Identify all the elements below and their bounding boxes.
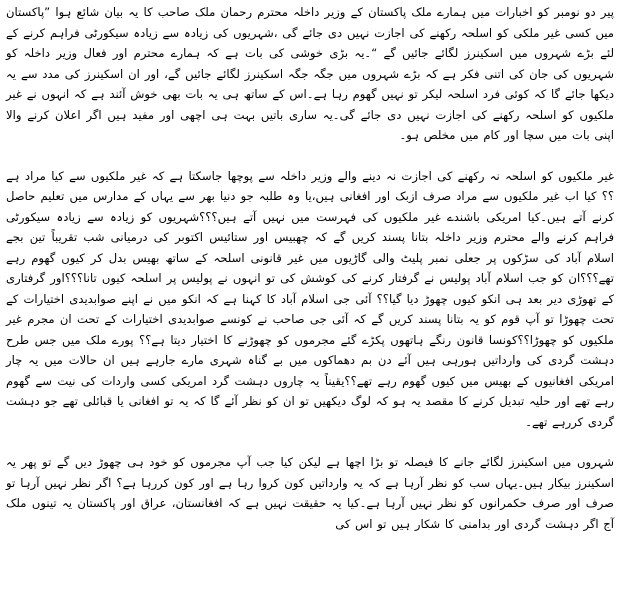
article-paragraph-1: پیر دو نومبر کو اخبارات میں ہمارے ملک پاکستان کے وزیر داخلہ محترم رحمان ملک صاحب کا یہ بیان شائع ہوا ”پاکستان میں کسی غیر ملکی کو اسلحہ رکھنے کی اجازت نہیں دی جائے گی ،شہریوں کی زیادہ سے زیادہ سیکورٹی فراہم کرنے کے لئے بڑے شہروں میں اسکینرز لگائے جائیں گے “۔یہ بڑی خوشی کی بات ہے کہ ہمارے محترم اور فعال وزیر داخلہ کو شہریوں کی جان کی اتنی فکر ہے کہ بڑے شہروں میں جگہ جگہ اسکینرز لگائے جائیں گے، اور ان اسکینرز کی مدد سے یہ دیکھا جائے گا کہ کوئی فرد اسلحہ لیکر تو نہیں گھوم رہا ہے۔اس کے ساتھ ہی یہ بات بھی خوش آئند ہے کہ انہوں نے غیر ملکیوں کو اسلحہ رکھنے کی اجازت نہیں دی جائے گی۔یہ ساری باتیں بہت ہی اچھی اور مفید ہیں اگر اعلان کرنے والا اپنی بات میں سچا اور کام میں مخلص ہو۔ xyxy=(6,5,614,142)
paragraph-spacer xyxy=(6,432,614,452)
article-paragraph-3: شہروں میں اسکینرز لگائے جانے کا فیصلہ تو بڑا اچھا ہے لیکن کیا جب آپ مجرموں کو خود ہی چھوڑ دیں گے تو پھر یہ اسکینرز بیکار ہیں۔یہاں سب کو نظر آرہا ہے کہ یہ وارداتیں کون کروا رہا ہے اور کون کررہا ہے؟ اگر نظر نہیں آرہا تو صرف اور صرف حکمرانوں کو نظر نہیں آرہا ہے۔کیا یہ حقیقت نہیں ہے کہ افغانستان، عراق اور پاکستان یہ تینوں ملک آج اگر دہشت گردی اور بدامنی کا شکار ہیں تو اس کی xyxy=(6,455,614,531)
paragraph-spacer xyxy=(6,146,614,166)
article-paragraph-2: غیر ملکیوں کو اسلحہ نہ رکھنے کی اجازت نہ دینے والے وزیر داخلہ سے پوچھا جاسکتا ہے کہ غیر ملکیوں سے کیا مراد ہے ؟؟ کیا اب غیر ملکیوں سے مراد صرف ازبک اور افغانی ہیں،یا وہ طلبہ جو دنیا بھر سے یہاں کے مدارس میں تعلیم حاصل کرنے آتے ہیں۔کیا امریکی باشندے غیر ملکیوں کی فہرست میں نہیں آتے ہیں؟؟؟شہریوں کو زیادہ سے زیادہ سیکورٹی فراہم کرنے والے محترم وزیر داخلہ بتانا پسند کریں گے کہ چھبیس اور ستائیس اکتوبر کی درمیانی شب تقریباً تین بجے اسلام آباد کی سڑکوں پر جعلی نمبر پلیٹ والی گاڑیوں میں غیر قانونی اسلحہ کے ساتھ بھیس بدل کر کیوں گھوم رہے تھے؟؟؟ان کو جب اسلام آباد پولیس نے گرفتار کرنے کی کوشش کی تو انہوں نے پولیس پر اسلحہ کیوں تانا؟؟؟اور گرفتاری کے تھوڑی دیر بعد ہی انکو کیوں چھوڑ دیا گیا؟؟ آئی جی اسلام آباد کا کہنا ہے کہ انکو میں نے اپنے صوابدیدی اختیارات کے تحت چھوڑا تو آپ قوم کو یہ بتانا پسند کریں گے کہ آئی جی صاحب نے کونسے صوابدیدی اختیارات کے تحت ان مجرم غیر ملکیوں کو چھوڑا؟؟کونسا قانون رنگے ہاتھوں پکڑے گئے مجرموں کو چھوڑنے کا اختیار دیتا ہے؟؟ پورے ملک میں جس طرح دہشت گردی کی وارداتیں ہورہی ہیں آئے دن بم دھماکوں میں بے گناہ شہری مارے جارہے ہیں ان حالات میں یہ چار امریکی افغانیوں کے بھیس میں کیوں گھوم رہے تھے؟؟یقیناً یہ چاروں دہشت گرد امریکی کسی واردات کی نیت سے گھوم رہے تھے اور حلیہ تبدیل کرنے کا مقصد یہ ہو کہ لوگ دیکھیں تو ان کو نظر آئے گا کہ یہ تو افغانی یا قبائلی تھے جو دہشت گردی کررہے تھے۔ xyxy=(6,168,614,429)
